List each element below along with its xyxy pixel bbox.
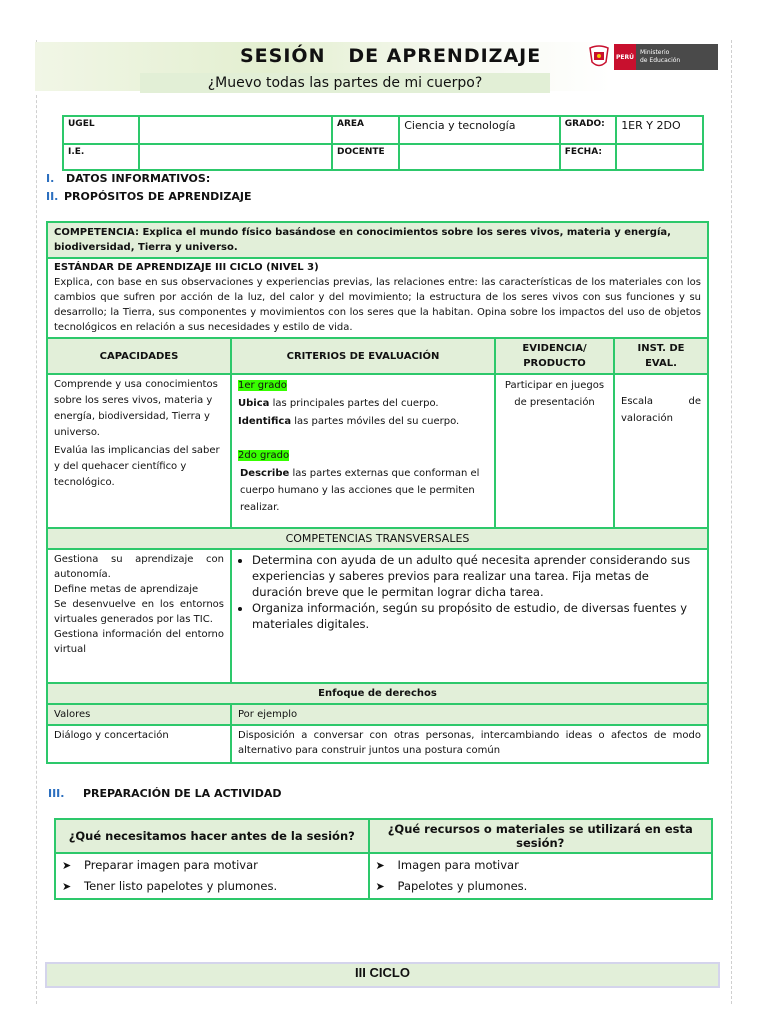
left-margin-guide bbox=[36, 40, 37, 1004]
ministerio-label bbox=[636, 44, 718, 70]
criterio-1-verb: Ubica bbox=[238, 398, 270, 409]
ie-label: I.E. bbox=[63, 144, 139, 170]
arrow-bullet-icon: ➤ bbox=[62, 859, 72, 872]
ministerio-line-1: Ministerio bbox=[640, 49, 670, 56]
transversal-left-2: Define metas de aprendizaje bbox=[54, 584, 199, 595]
info-table bbox=[62, 115, 704, 171]
section-1-number: I. bbox=[46, 172, 55, 185]
instrumento-cell: Escala de valoración bbox=[614, 374, 708, 528]
col-criterios: CRITERIOS DE EVALUACIÓN bbox=[231, 338, 495, 374]
capacidades-cell bbox=[47, 374, 231, 528]
purposes-table bbox=[46, 221, 709, 764]
transversal-right-cell bbox=[231, 549, 708, 683]
list-item bbox=[62, 855, 362, 876]
section-3-heading bbox=[48, 787, 282, 800]
estandar-text: Explica, con base en sus observaciones y experiencias previas, las relaciones entre: las características de los materiales con los cambios que sufren por acción de la luz, del calor y del movimiento; la estructura de los seres vivos con sus funciones y su desarrollo; la Tierra, sus componentes y movimientos con los seres que la habitan. Opina sobre los impactos del uso de objetos tecnológicos en relación a sus necesidades y estilo de vida. bbox=[54, 277, 701, 333]
transversal-left-3: Se desenvuelve en los entornos virtuales generados por las TIC. bbox=[54, 599, 224, 625]
capacidad-1: Comprende y usa conocimientos sobre los seres vivos, materia y energía, biodiversidad, Tierra y universo. bbox=[54, 379, 218, 438]
criterio-3-verb: Describe bbox=[240, 468, 290, 479]
criterio-2-text: las partes móviles del su cuerpo. bbox=[291, 416, 460, 427]
docente-label: DOCENTE bbox=[332, 144, 399, 170]
section-1-title: DATOS INFORMATIVOS: bbox=[66, 172, 211, 185]
criterios-cell bbox=[231, 374, 495, 528]
transversal-bullet-2: • Organiza información, según su propósito de estudio, de diversas fuentes y materiales digitales. bbox=[252, 600, 701, 632]
transversal-title: COMPETENCIAS TRANSVERSALES bbox=[47, 528, 708, 549]
valor-cell: Diálogo y concertación bbox=[47, 725, 231, 763]
transversal-left-cell bbox=[47, 549, 231, 683]
minedu-logo bbox=[588, 44, 718, 70]
recursos-item-2: Papelotes y plumones. bbox=[397, 879, 528, 893]
list-item bbox=[376, 876, 705, 897]
ejemplo-cell: Disposición a conversar con otras personas, intercambiando ideas o afectos de modo alternativo para construir juntos una postura común bbox=[231, 725, 708, 763]
section-3-number: III. bbox=[48, 787, 65, 800]
enfoque-title: Enfoque de derechos bbox=[47, 683, 708, 704]
arrow-bullet-icon: ➤ bbox=[375, 859, 385, 872]
transversal-left-4: Gestiona información del entorno virtual bbox=[54, 629, 224, 655]
section-2-title: PROPÓSITOS DE APRENDIZAJE bbox=[64, 190, 252, 203]
peru-label: PERÚ bbox=[614, 44, 636, 70]
page-title: SESIÓN DE APRENDIZAJE bbox=[240, 45, 542, 67]
peru-emblem-icon bbox=[588, 44, 610, 70]
competencia-cell: COMPETENCIA: Explica el mundo físico basándose en conocimientos sobre los seres vivos, materia y energía, biodiversidad, Tierra y universo. bbox=[47, 222, 708, 258]
antes-cell bbox=[55, 853, 369, 899]
antes-item-2: Tener listo papelotes y plumones. bbox=[84, 879, 278, 893]
col-recursos: ¿Qué recursos o materiales se utilizará en esta sesión? bbox=[369, 819, 712, 853]
list-item bbox=[62, 876, 362, 897]
transversal-bullet-1: • Determina con ayuda de un adulto qué necesita aprender considerando sus experiencias y saberes previos para realizar una tarea. Fija metas de duración breve que le permitan lograr dicha tarea. bbox=[252, 552, 701, 600]
section-1-heading bbox=[46, 172, 210, 185]
session-subtitle: ¿Muevo todas las partes de mi cuerpo? bbox=[140, 73, 550, 93]
transversal-left-1: Gestiona su aprendizaje con autonomía. bbox=[54, 554, 224, 580]
criterio-1-text: las principales partes del cuerpo. bbox=[269, 398, 439, 409]
ugel-field[interactable] bbox=[139, 116, 332, 144]
section-2-heading bbox=[46, 190, 251, 203]
grado-field[interactable]: 1ER Y 2DO bbox=[616, 116, 703, 144]
capacidad-2: Evalúa las implicancias del saber y del quehacer científico y tecnológico. bbox=[54, 445, 220, 488]
criterio-3-text: las partes externas que conforman el cuerpo humano y las acciones que le permiten realizar. bbox=[240, 468, 480, 513]
area-field[interactable]: Ciencia y tecnología bbox=[399, 116, 560, 144]
recursos-item-1: Imagen para motivar bbox=[397, 858, 519, 872]
fecha-field[interactable] bbox=[616, 144, 703, 170]
col-antes: ¿Qué necesitamos hacer antes de la sesión? bbox=[55, 819, 369, 853]
list-item bbox=[376, 855, 705, 876]
col-evidencia: EVIDENCIA/ PRODUCTO bbox=[495, 338, 614, 374]
evidencia-cell: Participar en juegos de presentación bbox=[495, 374, 614, 528]
estandar-cell bbox=[47, 258, 708, 338]
ministerio-line-2: de Educación bbox=[640, 57, 681, 64]
ugel-label: UGEL bbox=[63, 116, 139, 144]
preparation-table bbox=[54, 818, 713, 900]
fecha-label: FECHA: bbox=[560, 144, 616, 170]
docente-field[interactable] bbox=[399, 144, 560, 170]
grado-1-tag: 1er grado bbox=[238, 380, 287, 391]
recursos-cell bbox=[369, 853, 712, 899]
arrow-bullet-icon: ➤ bbox=[62, 880, 72, 893]
valores-label: Valores bbox=[47, 704, 231, 725]
grado-2-tag: 2do grado bbox=[238, 450, 290, 461]
criterio-2-verb: Identifica bbox=[238, 416, 292, 427]
ie-field[interactable] bbox=[139, 144, 332, 170]
section-3-title: PREPARACIÓN DE LA ACTIVIDAD bbox=[83, 787, 282, 800]
area-label: AREA bbox=[332, 116, 399, 144]
ciclo-footer: III CICLO bbox=[45, 962, 720, 988]
antes-item-1: Preparar imagen para motivar bbox=[84, 858, 258, 872]
estandar-title: ESTÁNDAR DE APRENDIZAJE III CICLO (NIVEL 3) bbox=[54, 262, 319, 273]
right-margin-guide bbox=[731, 40, 732, 1004]
section-2-number: II. bbox=[46, 190, 59, 203]
col-instrumento: INST. DE EVAL. bbox=[614, 338, 708, 374]
arrow-bullet-icon: ➤ bbox=[375, 880, 385, 893]
grado-label: GRADO: bbox=[560, 116, 616, 144]
ejemplo-label: Por ejemplo bbox=[231, 704, 708, 725]
col-capacidades: CAPACIDADES bbox=[47, 338, 231, 374]
